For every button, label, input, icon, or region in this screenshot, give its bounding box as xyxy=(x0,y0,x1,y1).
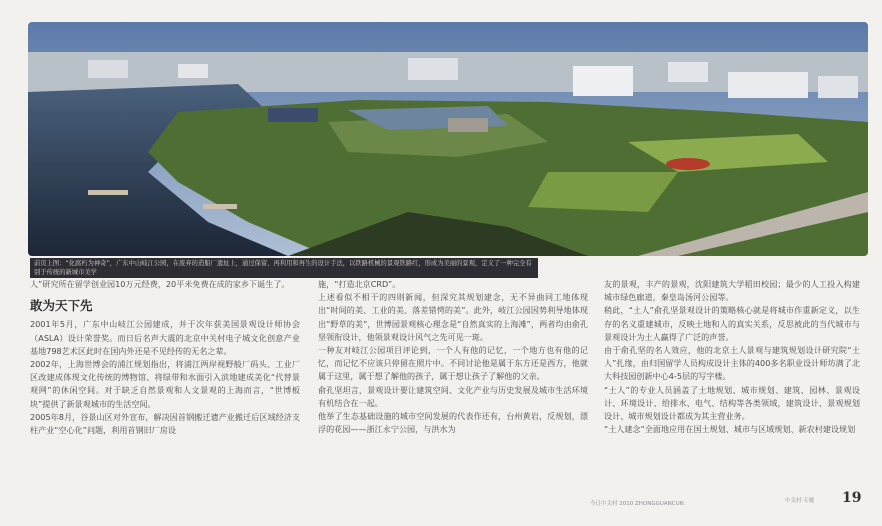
page-number: 19 xyxy=(842,490,862,506)
paragraph: 一种友对岐江公园项目评论到，一个人有他的记忆，一个地方也有他的记忆，而记忆不应该只停留在照片中。不同讨论他是属于东方还是西方，他就属于这里，属于想了解他的孩子，属于想让孩子了解他的父亲。 xyxy=(318,345,588,382)
intro-paragraph: 人”研究所在留学创业园10万元经费，20平米免费在成的家乡下诞生了。 xyxy=(30,279,290,289)
text-column-2 xyxy=(318,278,588,436)
section-title: 敢为天下先 xyxy=(30,298,93,314)
magazine-footer: 今日中关村 2010 ZHONGGUANCUN xyxy=(590,501,684,507)
text-column-1 xyxy=(30,278,300,437)
paragraph: “土人建念”全面地应用在国土规划、城市与区域规划、新农村建设规划 xyxy=(604,424,856,435)
paragraph: 友的景观，丰产的景观，沈阳建筑大学稻田校园；最少的人工投入构建城市绿色廊道，秦皇岛汤河公园等。 xyxy=(604,279,860,303)
paragraph: 2005年8月，谷景山区对外宣布，解决因首钢搬迁遗产业搬迁后区域经济支柱产业“空心化”问题，利用首钢旧厂房设 xyxy=(30,411,300,436)
paragraph: “土人”的专业人员涵盖了土地规划、城市规划、建筑、园林、景观设计、环境设计、给排水、电气、结构等各类领域，建筑设计、景观规划设计、城市规划设计都成为其主营业务。 xyxy=(604,384,860,422)
paragraph: 他举了生态基础设施的城市空间发展的代表作还有，台州黄岩，反规划，漂浮的花园——浙江永宁公园，与洪水为 xyxy=(318,411,588,435)
paragraph: 上述看似不相干的四则新闻，但深究其规划建念，无不异曲同工地体现出“时间的美、工业的美、落差错愕的美”。此外，岐江公园因势利导地体现出“野草的美”，世博园景观核心理念是“自然真实的上海滩”，两者均由俞孔坚领衔设计，他领景观设计风气之先可见一斑。 xyxy=(318,292,588,342)
aerial-park-photo xyxy=(28,22,868,256)
paragraph: 由于俞孔坚的名人效应，他的北京土人景观与建筑规划设计研究院“土人”扎缘，由归国留学人员构成设计主体的400多名职业设计师坊满了北大科技园创新中心4-5层的写字楼。 xyxy=(604,345,860,382)
text-column-3 xyxy=(604,278,860,436)
paragraph: 2001年5月，广东中山岐江公园建成，并于次年获美国景观设计师协会（ASLA）设计荣誉奖。而日后名声大震的北京中关村电子城文化创意产业基地798艺术区此时在国内外还是不见经传的无名之辈。 xyxy=(30,319,300,356)
publisher-footer: 中关村·专题 xyxy=(785,498,815,504)
paragraph: 2002年，上海世博会的浦江规划指出，将浦江两岸视野般厂码头、工业厂区改建成体现文化传统的博物馆、将绿带和水面引入滨地建成美化“代替景观网”的休闲空间。对于缺乏自然景观和人文景观的上海而言，“世博板块”提供了新景观城市的生活空间。 xyxy=(30,359,300,409)
photo-caption: 前页上图：“化腐朽为神奇”，广东中山岐江公园，在废弃的造船厂遗址上，通过保留、再利用和再生的设计手法，以铁路机械的景观铁路红，形成为美丽的景观，定义了一种完全有别于传统的新城市美学 xyxy=(30,258,538,278)
paragraph: 施，“打造北京CRD”。 xyxy=(318,279,401,289)
paragraph: 稍此，“土人”俞孔坚景观设计的策略核心就是将城市作重新定义，以生存的名义重建城市，反映土地和人的真实关系，反思被此的当代城市与景观设计为土人赢得了广泛的声誉。 xyxy=(604,305,860,342)
paragraph: 俞孔坚坦言，景观设计要让建筑空间、文化产业与历史发展及城市生活环境有机结合在一起。 xyxy=(318,384,588,408)
